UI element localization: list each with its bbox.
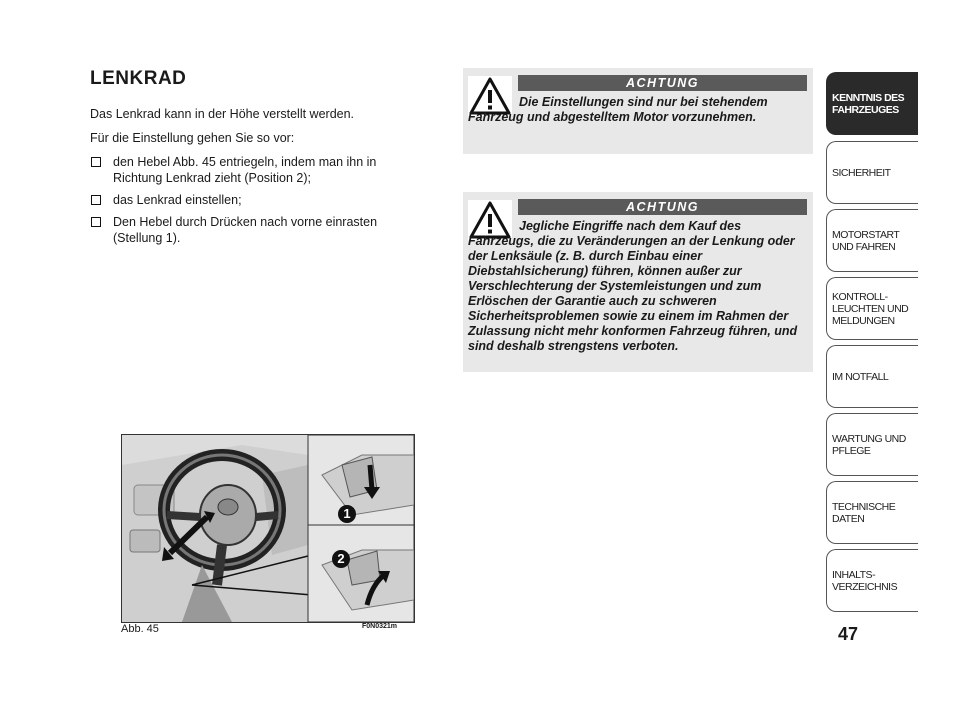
- body-text: [90, 106, 420, 252]
- tab-wartung-und-pflege[interactable]: [826, 413, 918, 476]
- tab-kenntnis-des-fahrzeuges[interactable]: [826, 72, 918, 135]
- tab-motorstart-und-fahren[interactable]: [826, 209, 918, 272]
- callout-2-label: 2: [337, 551, 345, 566]
- tab-label: KENNTNIS DES FAHRZEUGES: [832, 91, 905, 116]
- tab-label: KONTROLL- LEUCHTEN UND MELDUNGEN: [832, 290, 909, 327]
- section-title: LENKRAD: [90, 68, 187, 89]
- tab-sicherheit[interactable]: [826, 141, 918, 204]
- intro-line: Das Lenkrad kann in der Höhe verstellt werden.: [90, 107, 355, 121]
- step-text: den Hebel Abb. 45 entriegeln, indem man ihn in Richtung Lenkrad zieht (Position 2);: [113, 155, 377, 185]
- tab-technische-daten[interactable]: [826, 481, 918, 544]
- step-item: [90, 154, 420, 186]
- warning-text: Die Einstellungen sind nur bei stehendem Fahrzeug und abgestelltem Motor vorzunehmen.: [468, 95, 768, 124]
- figure-caption: Abb. 45: [121, 623, 159, 635]
- tab-label: MOTORSTART UND FAHREN: [832, 228, 900, 253]
- tab-label: IM NOTFALL: [832, 370, 889, 383]
- figure-code: F0N0321m: [362, 623, 398, 630]
- step-text: das Lenkrad einstellen;: [113, 193, 242, 207]
- step-item: [90, 214, 420, 246]
- steering-wheel-figure: [121, 434, 415, 623]
- tab-label: TECHNISCHE DATEN: [832, 500, 896, 525]
- warning-text: Jegliche Eingriffe nach dem Kauf des Fahrzeugs, die zu Veränderungen an der Lenkung oder der Lenksäule (z. B. durch Einbau einer Diebstahlsicherung) führen, können außer zur Verschlechterung der Systemleistungen und zum Erlöschen der Garantie auch zu schweren Sicherheitsproblemen sowie zu einem im Rahmen der Zulassung nicht mehr konformen Fahrzeug führen, und sind deshalb strengstens verboten.: [468, 219, 798, 353]
- tab-label: INHALTS- VERZEICHNIS: [832, 568, 898, 593]
- tab-kontrollleuchten-und-meldungen[interactable]: [826, 277, 918, 340]
- tab-inhaltsverzeichnis[interactable]: [826, 549, 918, 612]
- callout-1-badge: [338, 505, 356, 523]
- intro-line: Für die Einstellung gehen Sie so vor:: [90, 131, 295, 145]
- checkbox-bullet-icon: [91, 157, 101, 167]
- step-text: Den Hebel durch Drücken nach vorne einrasten (Stellung 1).: [113, 215, 378, 245]
- page-number: 47: [838, 624, 859, 644]
- tab-im-notfall[interactable]: [826, 345, 918, 408]
- checkbox-bullet-icon: [91, 195, 101, 205]
- callout-2-badge: [332, 550, 350, 568]
- warning-box: [463, 68, 813, 154]
- callout-1-label: 1: [343, 506, 351, 521]
- warning-box: [463, 192, 813, 372]
- tab-label: WARTUNG UND PFLEGE: [832, 432, 906, 457]
- warning-header: ACHTUNG: [518, 199, 807, 215]
- warning-header: ACHTUNG: [518, 75, 807, 91]
- step-item: [90, 192, 420, 208]
- tab-label: SICHERHEIT: [832, 166, 891, 179]
- checkbox-bullet-icon: [91, 217, 101, 227]
